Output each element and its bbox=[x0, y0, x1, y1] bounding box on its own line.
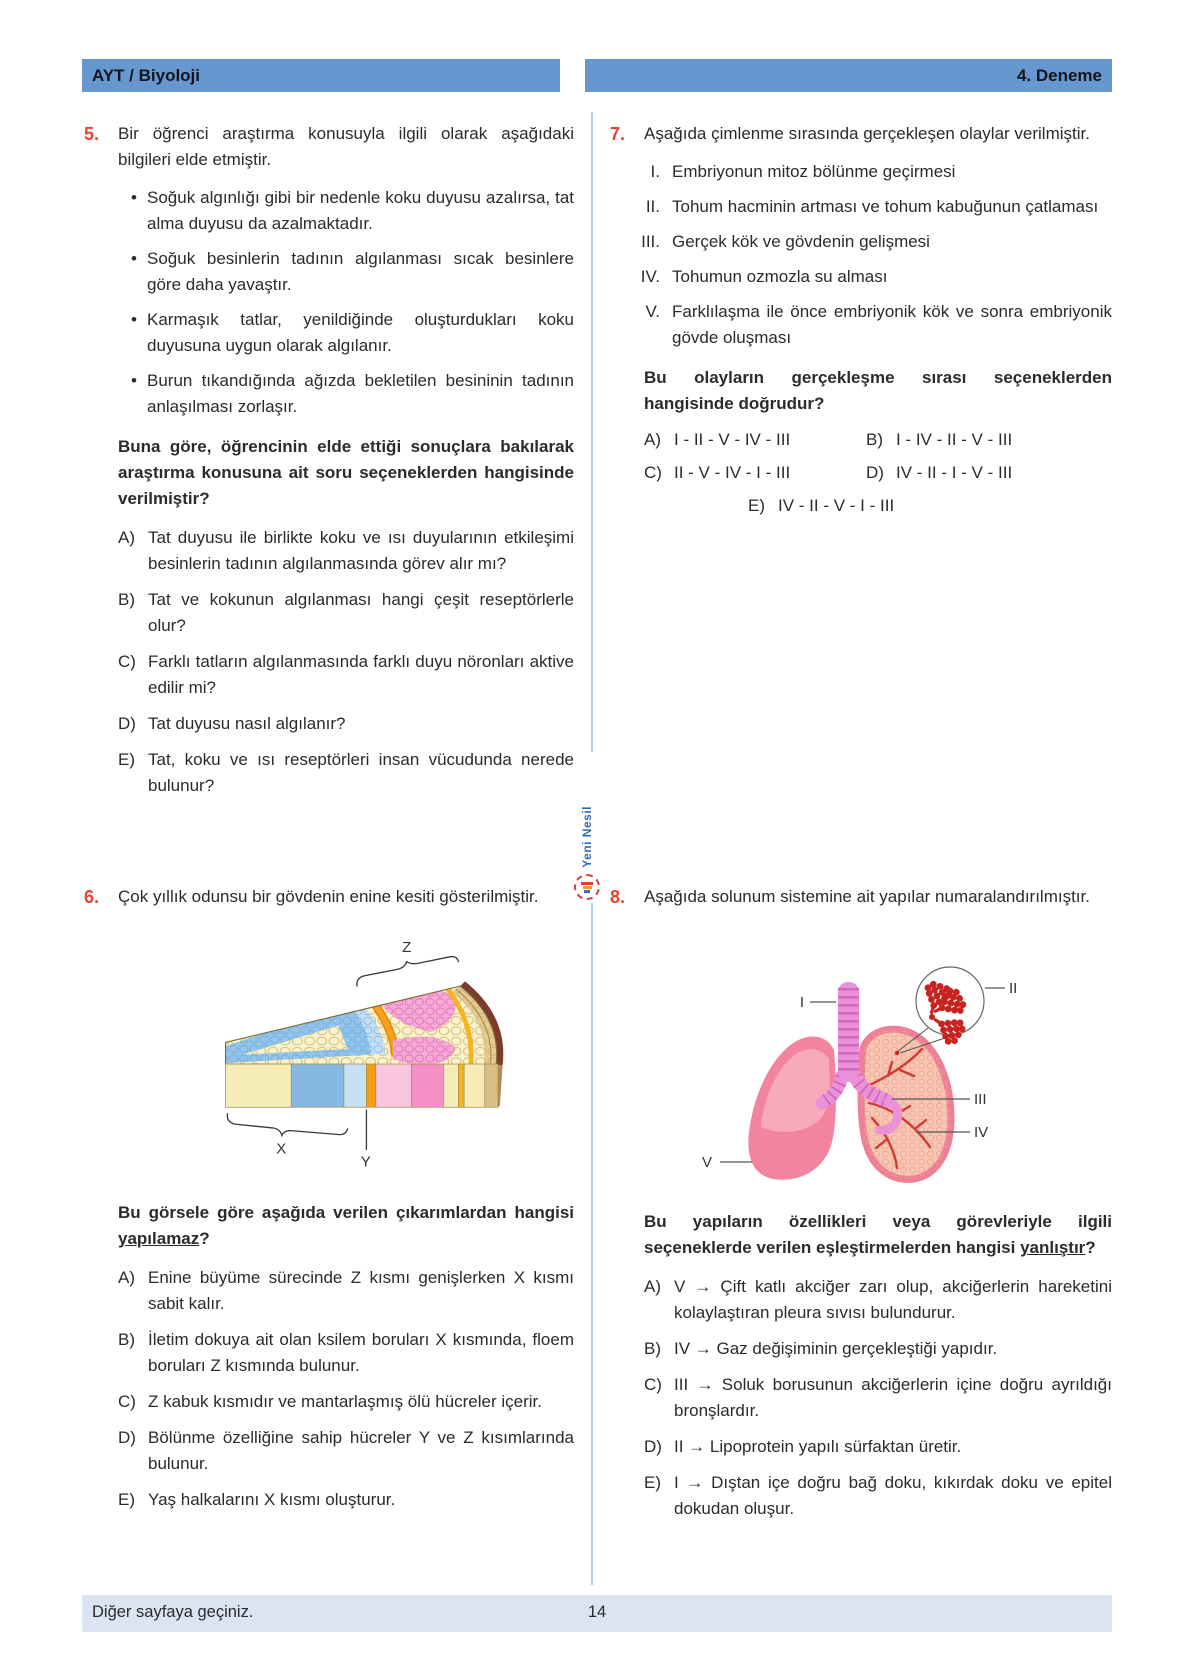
option-row: D) IV - II - I - V - III bbox=[866, 463, 1013, 482]
option-row: B) IV → Gaz değişiminin gerçekleştiği yapıdır. bbox=[644, 1339, 998, 1358]
option-row: C) Farklı tatların algılanmasında farklı duyu nöronları aktive edilir mi? bbox=[118, 652, 574, 697]
question-8-prompt: Bu yapıların özellikleri veya görevleriyle ilgili seçeneklerde verilen eşleştirmelerden hangisi yanlıştır? bbox=[644, 1212, 1112, 1257]
option-row: E) IV - II - V - I - III bbox=[748, 496, 895, 515]
option-row: E) Tat, koku ve ısı reseptörleri insan vücudunda nerede bulunur? bbox=[118, 750, 574, 795]
question-8-intro: Aşağıda solunum sistemine ait yapılar numaralandırılmıştır. bbox=[644, 887, 1090, 906]
option-row: A) V → Çift katlı akciğer zarı olup, akciğerlerin hareketini kolaylaştıran pleura sıvısı bulundurur. bbox=[644, 1277, 1112, 1322]
list-item: I. Embriyonun mitoz bölünme geçirmesi bbox=[650, 162, 956, 181]
question-7-options bbox=[644, 427, 1112, 519]
label-iv: IV bbox=[974, 1124, 989, 1141]
question-5-intro: Bir öğrenci araştırma konusuyla ilgili olarak aşağıdaki bilgileri elde etmiştir. bbox=[118, 124, 574, 169]
label-ii: II bbox=[1009, 980, 1018, 997]
footer-instruction: Diğer sayfaya geçiniz. bbox=[92, 1603, 254, 1621]
bullet-item: • Karmaşık tatlar, yenildiğinde oluşturdukları koku duyusuna uygun olarak algılanır. bbox=[118, 307, 574, 359]
question-6-options bbox=[118, 1265, 574, 1513]
header-exam-title: 4. Deneme bbox=[1016, 65, 1102, 85]
bullet-icon: • bbox=[131, 371, 137, 390]
label-iii: III bbox=[974, 1091, 987, 1108]
option-row: D) Tat duyusu nasıl algılanır? bbox=[118, 714, 346, 733]
question-7-number: 7. bbox=[610, 124, 626, 144]
option-row: A) I - II - V - IV - III bbox=[644, 430, 791, 449]
column-divider-top bbox=[591, 112, 593, 752]
question-5-prompt: Buna göre, öğrencinin elde ettiği sonuçlara bakılarak araştırma konusuna ait soru seçeneklerden hangisinde verilmiştir? bbox=[118, 437, 574, 508]
bullet-item: • Soğuk algınlığı gibi bir nedenle koku duyusu azalırsa, tat alma duyusu da azalmaktadır. bbox=[118, 185, 574, 237]
option-row: C) II - V - IV - I - III bbox=[644, 463, 791, 482]
question-5-options bbox=[118, 525, 574, 799]
option-row: B) Tat ve kokunun algılanması hangi çeşit reseptörlerle olur? bbox=[118, 590, 574, 635]
cross-section-front-face bbox=[226, 1064, 498, 1107]
footer-bar bbox=[82, 1595, 1112, 1632]
publisher-logo-text: Yeni Nesil bbox=[580, 806, 594, 868]
header-bar-left bbox=[82, 59, 560, 92]
bullet-icon: • bbox=[131, 188, 137, 207]
list-item: V. Farklılaşma ile önce embriyonik kök ve sonra embriyonik gövde oluşması bbox=[645, 302, 1112, 347]
page-number: 14 bbox=[587, 1603, 607, 1621]
header-bar-right bbox=[585, 59, 1112, 92]
bullet-item: • Soğuk besinlerin tadının algılanması sıcak besinlere göre daha yavaştır. bbox=[118, 246, 574, 298]
label-x: X bbox=[276, 1140, 287, 1158]
question-6-number: 6. bbox=[84, 887, 100, 907]
option-row: C) III → Soluk borusunun akciğerlerin içine doğru ayrıldığı bronşlardır. bbox=[644, 1375, 1112, 1420]
question-6-prompt: Bu görsele göre aşağıda verilen çıkarımlardan hangisi yapılamaz? bbox=[118, 1203, 574, 1248]
publisher-logo-icon bbox=[574, 874, 600, 900]
label-v: V bbox=[702, 1154, 713, 1171]
option-row: D) Bölünme özelliğine sahip hücreler Y ve Z kısımlarında bulunur. bbox=[118, 1428, 574, 1473]
list-item: III. Gerçek kök ve gövdenin gelişmesi bbox=[641, 232, 930, 251]
option-row: B) I - IV - II - V - III bbox=[866, 430, 1013, 449]
header-subject-title: AYT / Biyoloji bbox=[92, 65, 201, 85]
label-y: Y bbox=[360, 1153, 371, 1171]
bullet-icon: • bbox=[131, 310, 137, 329]
option-row: D) II → Lipoprotein yapılı sürfaktan üretir. bbox=[644, 1437, 962, 1456]
woody-stem-cross-section-diagram bbox=[218, 922, 528, 1176]
bullet-item: • Burun tıkandığında ağızda bekletilen besininin tadının anlaşılması zorlaşır. bbox=[118, 368, 574, 420]
question-5-number: 5. bbox=[84, 124, 100, 144]
option-row: B) İletim dokuya ait olan ksilem boruları X kısmında, floem boruları Z kısmında bulunur. bbox=[118, 1330, 574, 1375]
option-row: C) Z kabuk kısmıdır ve mantarlaşmış ölü hücreler içerir. bbox=[118, 1392, 542, 1411]
question-7-intro: Aşağıda çimlenme sırasında gerçekleşen olaylar verilmiştir. bbox=[644, 124, 1090, 143]
list-item: II. Tohum hacminin artması ve tohum kabuğunun çatlaması bbox=[645, 197, 1099, 216]
respiratory-system-diagram bbox=[692, 918, 1092, 1183]
bullet-icon: • bbox=[131, 249, 137, 268]
question-6-intro: Çok yıllık odunsu bir gövdenin enine kesiti gösterilmiştir. bbox=[118, 887, 539, 906]
question-7-item-list bbox=[630, 159, 1112, 351]
question-8-number: 8. bbox=[610, 887, 626, 907]
question-7 bbox=[608, 121, 1112, 526]
question-5-bullet-list bbox=[118, 185, 574, 420]
list-item: IV. Tohumun ozmozla su alması bbox=[640, 267, 888, 286]
question-6 bbox=[82, 884, 574, 1523]
option-row: E) I → Dıştan içe doğru bağ doku, kıkırdak doku ve epitel dokudan oluşur. bbox=[644, 1473, 1112, 1518]
option-row: A) Tat duyusu ile birlikte koku ve ısı duyularının etkileşimi besinlerin tadının algılanmasında görev alır mı? bbox=[118, 528, 574, 573]
question-8 bbox=[608, 884, 1112, 1532]
question-7-prompt: Bu olayların gerçekleşme sırası seçeneklerden hangisinde doğrudur? bbox=[644, 368, 1112, 413]
label-z: Z bbox=[402, 939, 412, 957]
publisher-logo bbox=[570, 750, 604, 900]
question-8-options bbox=[644, 1274, 1112, 1522]
option-row: E) Yaş halkalarını X kısmı oluşturur. bbox=[118, 1490, 396, 1509]
question-5 bbox=[82, 121, 574, 809]
label-i: I bbox=[799, 994, 804, 1011]
option-row: A) Enine büyüme sürecinde Z kısmı genişlerken X kısmı sabit kalır. bbox=[118, 1268, 574, 1313]
column-divider-bottom bbox=[591, 903, 593, 1585]
cross-section-top-face bbox=[218, 974, 528, 1068]
